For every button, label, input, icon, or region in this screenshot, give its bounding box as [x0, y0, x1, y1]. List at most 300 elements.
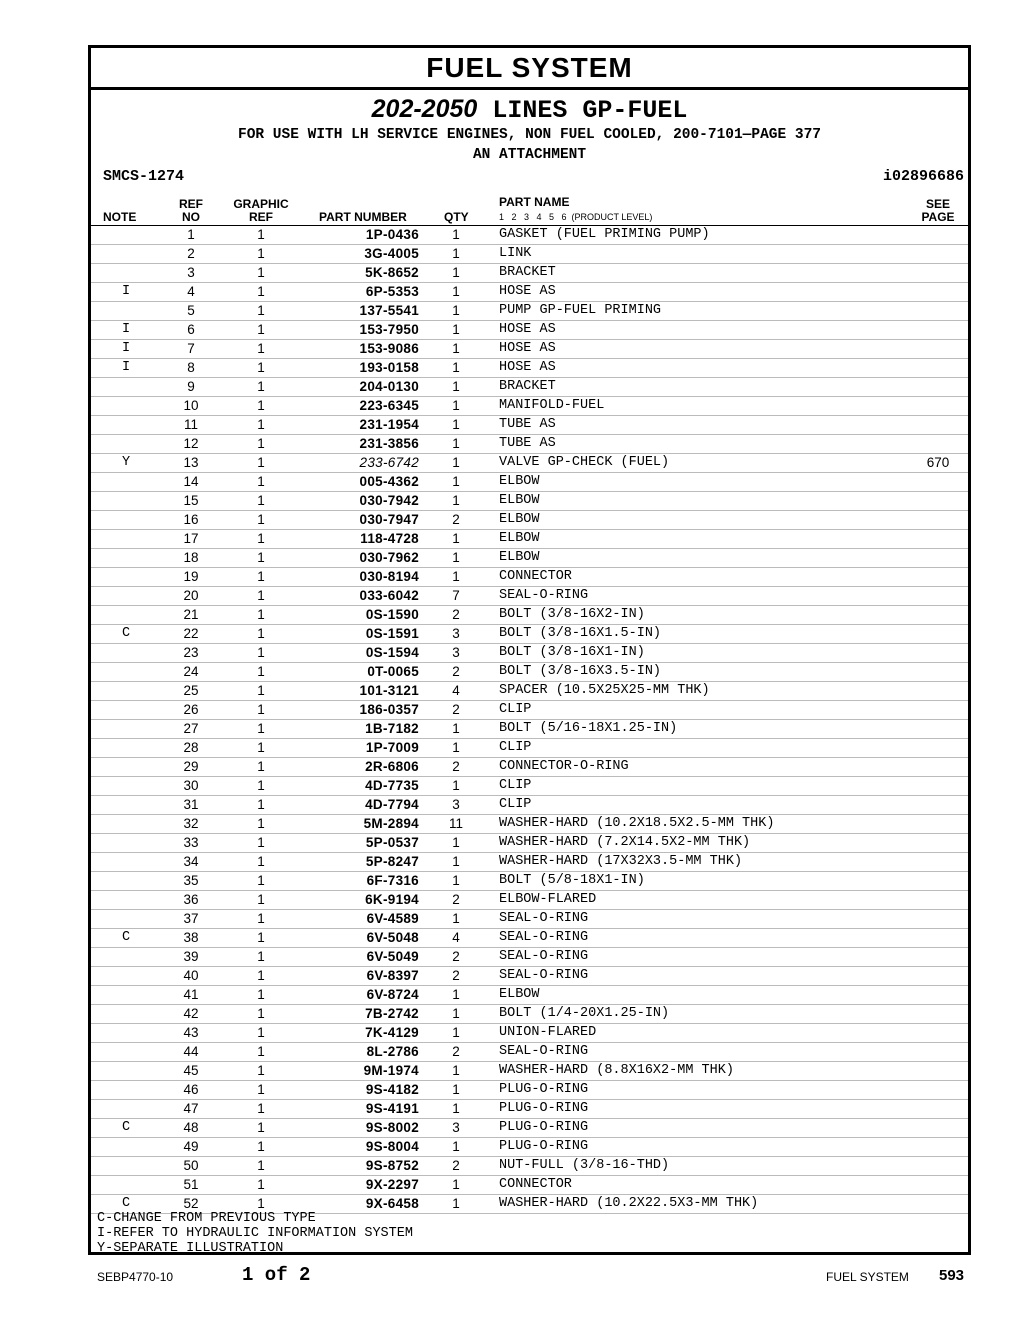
part-name-cell: HOSE AS: [499, 322, 556, 337]
graphic-ref-cell: 1: [257, 379, 265, 394]
graphic-ref-cell: 1: [257, 360, 265, 375]
legend-item: I-REFER TO HYDRAULIC INFORMATION SYSTEM: [97, 1226, 413, 1241]
part-name-cell: ELBOW: [499, 512, 540, 527]
table-row: [91, 910, 968, 929]
qty-cell: 2: [452, 512, 460, 527]
graphic-ref-cell: 1: [257, 569, 265, 584]
part-name-cell: CONNECTOR: [499, 1177, 572, 1192]
ref-cell: 45: [183, 1063, 199, 1078]
graphic-ref-cell: 1: [257, 417, 265, 432]
graphic-ref-cell: 1: [257, 1044, 265, 1059]
ref-cell: 46: [183, 1082, 199, 1097]
qty-cell: 1: [452, 417, 460, 432]
part-number-cell: 9M-1974: [363, 1063, 419, 1078]
ref-cell: 30: [183, 778, 199, 793]
ref-cell: 38: [183, 930, 199, 945]
col-part-name: PART NAME: [499, 195, 570, 209]
part-name-cell: SEAL-O-RING: [499, 949, 589, 964]
ref-cell: 33: [183, 835, 199, 850]
table-row: [91, 568, 968, 587]
graphic-ref-cell: 1: [257, 588, 265, 603]
qty-cell: 11: [448, 816, 463, 831]
part-name-cell: VALVE GP-CHECK (FUEL): [499, 455, 670, 470]
ref-cell: 20: [183, 588, 199, 603]
qty-cell: 2: [452, 892, 460, 907]
qty-cell: 1: [452, 398, 460, 413]
table-row: [91, 264, 968, 283]
ref-cell: 18: [183, 550, 199, 565]
qty-cell: 1: [452, 1082, 460, 1097]
table-row: [91, 891, 968, 910]
ref-cell: 24: [183, 664, 199, 679]
table-row: [91, 435, 968, 454]
graphic-ref-cell: 1: [257, 645, 265, 660]
qty-cell: 1: [452, 1139, 460, 1154]
ref-cell: 21: [183, 607, 199, 622]
part-name-cell: BRACKET: [499, 379, 556, 394]
part-name-cell: CLIP: [499, 797, 532, 812]
table-row: [91, 511, 968, 530]
part-name-cell: BOLT (5/8-18X1-IN): [499, 873, 645, 888]
ref-cell: 47: [183, 1101, 199, 1116]
table-row: [91, 777, 968, 796]
qty-cell: 2: [452, 664, 460, 679]
graphic-ref-cell: 1: [257, 873, 265, 888]
table-row: [91, 321, 968, 340]
graphic-ref-cell: 1: [257, 854, 265, 869]
table-row: [91, 701, 968, 720]
qty-cell: 1: [452, 246, 460, 261]
qty-cell: 3: [452, 645, 460, 660]
graphic-ref-cell: 1: [257, 702, 265, 717]
part-name-cell: WASHER-HARD (10.2X22.5X3-MM THK): [499, 1196, 759, 1211]
part-number-cell: 6K-9194: [365, 892, 419, 907]
ref-cell: 7: [187, 341, 195, 356]
table-row: [91, 1119, 968, 1138]
qty-cell: 1: [452, 436, 460, 451]
table-row: [91, 796, 968, 815]
graphic-ref-cell: 1: [257, 1063, 265, 1078]
part-number-cell: 5K-8652: [365, 265, 419, 280]
table-row: [91, 606, 968, 625]
graphic-ref-cell: 1: [257, 911, 265, 926]
part-number-cell: 030-7947: [359, 512, 419, 527]
note-cell: C: [121, 1196, 131, 1211]
ref-cell: 22: [183, 626, 199, 641]
graphic-ref-cell: 1: [257, 721, 265, 736]
part-number-cell: 204-0130: [359, 379, 419, 394]
qty-cell: 1: [452, 227, 460, 242]
part-number-cell: 0S-1594: [365, 645, 419, 660]
part-name-cell: WASHER-HARD (10.2X18.5X2.5-MM THK): [499, 816, 775, 831]
subtitle: FOR USE WITH LH SERVICE ENGINES, NON FUEL COOLED, 200-7101—PAGE 377: [238, 127, 821, 143]
part-name-cell: SEAL-O-RING: [499, 1044, 589, 1059]
qty-cell: 3: [452, 1120, 460, 1135]
note-cell: I: [121, 322, 131, 337]
part-number-cell: 153-9086: [359, 341, 419, 356]
note-cell: C: [121, 626, 131, 641]
part-number-cell: 033-6042: [359, 588, 419, 603]
table-row: [91, 454, 968, 473]
part-name-cell: UNION-FLARED: [499, 1025, 597, 1040]
part-number-cell: 0T-0065: [367, 664, 419, 679]
part-number-cell: 5M-2894: [363, 816, 419, 831]
qty-cell: 2: [452, 968, 460, 983]
footer-section: FUEL SYSTEM: [826, 1270, 909, 1284]
table-row: [91, 359, 968, 378]
graphic-ref-cell: 1: [257, 816, 265, 831]
part-number-cell: 9S-4191: [365, 1101, 419, 1116]
qty-cell: 1: [452, 778, 460, 793]
ref-cell: 12: [183, 436, 199, 451]
part-number-cell: 9S-8752: [365, 1158, 419, 1173]
ref-cell: 39: [183, 949, 199, 964]
qty-cell: 1: [452, 303, 460, 318]
qty-cell: 4: [452, 930, 460, 945]
ref-cell: 48: [183, 1120, 199, 1135]
graphic-ref-cell: 1: [257, 1101, 265, 1116]
part-number-cell: 9S-4182: [365, 1082, 419, 1097]
col-ref-top: REF: [179, 197, 203, 211]
graphic-ref-cell: 1: [257, 949, 265, 964]
part-name-cell: CLIP: [499, 740, 532, 755]
col-see-top: SEE: [925, 197, 950, 211]
part-number-cell: 153-7950: [359, 322, 419, 337]
qty-cell: 1: [452, 379, 460, 394]
qty-cell: 1: [452, 835, 460, 850]
ref-cell: 29: [183, 759, 199, 774]
ref-cell: 43: [183, 1025, 199, 1040]
qty-cell: 1: [452, 493, 460, 508]
part-name-cell: CLIP: [499, 778, 532, 793]
col-qty: QTY: [444, 210, 469, 224]
qty-cell: 1: [452, 1063, 460, 1078]
table-row: [91, 1100, 968, 1119]
qty-cell: 2: [452, 759, 460, 774]
part-name-cell: PLUG-O-RING: [499, 1139, 589, 1154]
qty-cell: 1: [452, 322, 460, 337]
part-name-cell: BOLT (3/8-16X2-IN): [499, 607, 645, 622]
table-row: [91, 283, 968, 302]
table-row: [91, 663, 968, 682]
qty-cell: 1: [452, 987, 460, 1002]
part-name-cell: BOLT (5/16-18X1.25-IN): [499, 721, 678, 736]
part-number-cell: 1B-7182: [365, 721, 419, 736]
graphic-ref-cell: 1: [257, 1120, 265, 1135]
qty-cell: 1: [452, 531, 460, 546]
part-number-cell: 6V-8724: [366, 987, 419, 1002]
part-number-cell: 9X-6458: [365, 1196, 419, 1211]
table-row: [91, 1005, 968, 1024]
part-number-cell: 137-5541: [359, 303, 419, 318]
table-row: [91, 245, 968, 264]
col-product-level: 1 2 3 4 5 6 (PRODUCT LEVEL): [499, 212, 653, 222]
part-name-cell: GASKET (FUEL PRIMING PUMP): [499, 227, 710, 242]
graphic-ref-cell: 1: [257, 265, 265, 280]
part-number-cell: 030-8194: [359, 569, 419, 584]
graphic-ref-cell: 1: [257, 227, 265, 242]
ref-cell: 27: [183, 721, 199, 736]
part-number-cell: 6V-5048: [366, 930, 419, 945]
qty-cell: 7: [452, 588, 460, 603]
part-name-cell: BOLT (3/8-16X1-IN): [499, 645, 645, 660]
graphic-ref-cell: 1: [257, 341, 265, 356]
ref-cell: 34: [183, 854, 199, 869]
table-row: [91, 1081, 968, 1100]
qty-cell: 1: [452, 569, 460, 584]
graphic-ref-cell: 1: [257, 474, 265, 489]
qty-cell: 2: [452, 607, 460, 622]
part-name-cell: ELBOW-FLARED: [499, 892, 597, 907]
part-name-cell: SEAL-O-RING: [499, 930, 589, 945]
qty-cell: 1: [452, 854, 460, 869]
note-cell: I: [121, 284, 131, 299]
part-number-cell: 6V-4589: [366, 911, 419, 926]
part-number-cell: 101-3121: [359, 683, 419, 698]
ref-cell: 23: [183, 645, 199, 660]
ref-cell: 14: [183, 474, 199, 489]
table-row: [91, 758, 968, 777]
table-row: [91, 416, 968, 435]
part-name-cell: TUBE AS: [499, 436, 556, 451]
graphic-ref-cell: 1: [257, 930, 265, 945]
table-row: [91, 948, 968, 967]
graphic-ref-cell: 1: [257, 322, 265, 337]
table-row: [91, 302, 968, 321]
table-row: [91, 492, 968, 511]
part-number-cell: 1P-0436: [365, 227, 419, 242]
graphic-ref-cell: 1: [257, 1082, 265, 1097]
table-row: [91, 872, 968, 891]
part-number-cell: 118-4728: [360, 531, 419, 546]
table-row: [91, 834, 968, 853]
doc-number: SEBP4770-10: [97, 1270, 174, 1284]
table-row: [91, 378, 968, 397]
table-row: [91, 1138, 968, 1157]
graphic-ref-cell: 1: [257, 284, 265, 299]
part-name-cell: BOLT (3/8-16X3.5-IN): [499, 664, 662, 679]
ref-cell: 4: [187, 284, 195, 299]
part-name-cell: NUT-FULL (3/8-16-THD): [499, 1158, 670, 1173]
table-row: [91, 1176, 968, 1195]
part-name-cell: SEAL-O-RING: [499, 968, 589, 983]
table-header: [91, 195, 968, 226]
ref-cell: 41: [183, 987, 199, 1002]
part-name-cell: CONNECTOR: [499, 569, 572, 584]
part-name-cell: PLUG-O-RING: [499, 1120, 589, 1135]
qty-cell: 1: [452, 873, 460, 888]
ref-cell: 11: [183, 417, 198, 432]
part-name-cell: WASHER-HARD (8.8X16X2-MM THK): [499, 1063, 734, 1078]
table-row: [91, 929, 968, 948]
ref-cell: 32: [183, 816, 199, 831]
qty-cell: 1: [452, 911, 460, 926]
page-of: 1 of 2: [242, 1264, 311, 1286]
part-number-cell: 186-0357: [359, 702, 419, 717]
ref-cell: 42: [183, 1006, 199, 1021]
graphic-ref-cell: 1: [257, 550, 265, 565]
graphic-ref-cell: 1: [257, 626, 265, 641]
ref-cell: 10: [183, 398, 199, 413]
part-name-cell: ELBOW: [499, 493, 540, 508]
col-part-number: PART NUMBER: [319, 210, 407, 224]
subtitle-attachment: AN ATTACHMENT: [472, 147, 587, 163]
title-box: [91, 48, 968, 90]
graphic-ref-cell: 1: [257, 493, 265, 508]
ref-cell: 44: [183, 1044, 199, 1059]
graphic-ref-cell: 1: [257, 246, 265, 261]
ref-cell: 5: [187, 303, 195, 318]
graphic-ref-cell: 1: [257, 436, 265, 451]
ref-cell: 50: [183, 1158, 199, 1173]
graphic-ref-cell: 1: [257, 1006, 265, 1021]
table-row: [91, 967, 968, 986]
part-number-cell: 4D-7735: [365, 778, 419, 793]
qty-cell: 1: [452, 474, 460, 489]
part-name-cell: SPACER (10.5X25X25-MM THK): [499, 683, 710, 698]
ref-cell: 6: [187, 322, 195, 337]
page-title: FUEL SYSTEM: [426, 52, 633, 83]
group-heading: [91, 95, 968, 125]
ref-cell: 17: [183, 531, 199, 546]
col-graphic-bottom: REF: [249, 210, 273, 224]
qty-cell: 1: [452, 740, 460, 755]
qty-cell: 2: [452, 1158, 460, 1173]
table-row: [91, 739, 968, 758]
part-name-cell: HOSE AS: [499, 360, 556, 375]
graphic-ref-cell: 1: [257, 1139, 265, 1154]
graphic-ref-cell: 1: [257, 778, 265, 793]
ref-cell: 26: [183, 702, 199, 717]
table-row: [91, 1157, 968, 1176]
table-row: [91, 682, 968, 701]
ref-cell: 51: [183, 1177, 199, 1192]
part-number-cell: 9S-8004: [365, 1139, 419, 1154]
qty-cell: 1: [452, 284, 460, 299]
part-number-cell: 005-4362: [359, 474, 419, 489]
ref-cell: 28: [183, 740, 199, 755]
part-number-cell: 223-6345: [359, 398, 419, 413]
part-number-cell: 6V-8397: [366, 968, 419, 983]
part-name-cell: WASHER-HARD (7.2X14.5X2-MM THK): [499, 835, 751, 850]
illustration-id: i02896686: [882, 168, 964, 185]
see-page-cell: 670: [926, 455, 950, 470]
graphic-ref-cell: 1: [257, 512, 265, 527]
col-see-bottom: PAGE: [921, 210, 955, 224]
legend-item: Y-SEPARATE ILLUSTRATION: [97, 1241, 284, 1256]
smcs-code: SMCS-1274: [103, 168, 185, 185]
page-footer: [0, 1264, 1020, 1288]
ref-cell: 13: [183, 455, 199, 470]
graphic-ref-cell: 1: [257, 1025, 265, 1040]
note-cell: C: [121, 930, 131, 945]
part-number-cell: 231-1954: [359, 417, 419, 432]
ref-cell: 3: [187, 265, 195, 280]
col-graphic-top: GRAPHIC: [233, 197, 289, 211]
legend-item: C-CHANGE FROM PREVIOUS TYPE: [97, 1211, 316, 1226]
ref-cell: 36: [183, 892, 199, 907]
table-row: [91, 226, 968, 245]
part-name-cell: SEAL-O-RING: [499, 588, 589, 603]
part-number-cell: 6F-7316: [366, 873, 419, 888]
ref-cell: 37: [183, 911, 199, 926]
ref-cell: 2: [187, 246, 195, 261]
graphic-ref-cell: 1: [257, 303, 265, 318]
qty-cell: 2: [452, 702, 460, 717]
part-number-cell: 6P-5353: [365, 284, 419, 299]
part-number-cell: 8L-2786: [366, 1044, 419, 1059]
qty-cell: 2: [452, 949, 460, 964]
part-number-cell: 2R-6806: [365, 759, 419, 774]
graphic-ref-cell: 1: [257, 892, 265, 907]
table-row: [91, 530, 968, 549]
part-number-cell: 231-3856: [359, 436, 419, 451]
ref-cell: 8: [187, 360, 195, 375]
graphic-ref-cell: 1: [257, 455, 265, 470]
page-number: 593: [939, 1267, 965, 1284]
table-row: [91, 853, 968, 872]
note-cell: I: [121, 360, 131, 375]
part-name-cell: ELBOW: [499, 987, 540, 1002]
ref-cell: 9: [187, 379, 195, 394]
part-number-cell: 030-7962: [359, 550, 419, 565]
qty-cell: 1: [452, 1177, 460, 1192]
part-name-cell: LINK: [499, 246, 532, 261]
part-number-cell: 1P-7009: [365, 740, 419, 755]
qty-cell: 1: [452, 1101, 460, 1116]
part-name-cell: ELBOW: [499, 550, 540, 565]
graphic-ref-cell: 1: [257, 1158, 265, 1173]
part-name-cell: BOLT (3/8-16X1.5-IN): [499, 626, 662, 641]
legend: [97, 1211, 413, 1256]
qty-cell: 1: [452, 1196, 460, 1211]
col-note: NOTE: [103, 210, 137, 224]
part-number-cell: 193-0158: [359, 360, 419, 375]
part-number-cell: 7K-4129: [365, 1025, 419, 1040]
part-name-cell: BRACKET: [499, 265, 556, 280]
graphic-ref-cell: 1: [257, 664, 265, 679]
ref-cell: 49: [183, 1139, 199, 1154]
table-row: [91, 1043, 968, 1062]
part-name-cell: HOSE AS: [499, 284, 556, 299]
ref-cell: 40: [183, 968, 199, 983]
ref-cell: 19: [183, 569, 199, 584]
note-cell: I: [121, 341, 131, 356]
table-row: [91, 1024, 968, 1043]
part-number-cell: 9X-2297: [365, 1177, 419, 1192]
ref-cell: 35: [183, 873, 199, 888]
part-name-cell: CLIP: [499, 702, 532, 717]
graphic-ref-cell: 1: [257, 759, 265, 774]
table-row: [91, 815, 968, 834]
graphic-ref-cell: 1: [257, 968, 265, 983]
part-name-cell: PLUG-O-RING: [499, 1101, 589, 1116]
table-row: [91, 549, 968, 568]
part-number-cell: 0S-1591: [365, 626, 419, 641]
qty-cell: 1: [452, 341, 460, 356]
part-number-cell: 030-7942: [359, 493, 419, 508]
part-name-cell: HOSE AS: [499, 341, 556, 356]
part-number-cell: 233-6742: [359, 455, 419, 470]
part-name-cell: ELBOW: [499, 474, 540, 489]
part-number-cell: 4D-7794: [365, 797, 419, 812]
table-row: [91, 986, 968, 1005]
qty-cell: 1: [452, 1006, 460, 1021]
ref-cell: 1: [187, 227, 195, 242]
table-row: [91, 397, 968, 416]
part-name-cell: BOLT (1/4-20X1.25-IN): [499, 1006, 670, 1021]
part-number-cell: 3G-4005: [364, 246, 419, 261]
